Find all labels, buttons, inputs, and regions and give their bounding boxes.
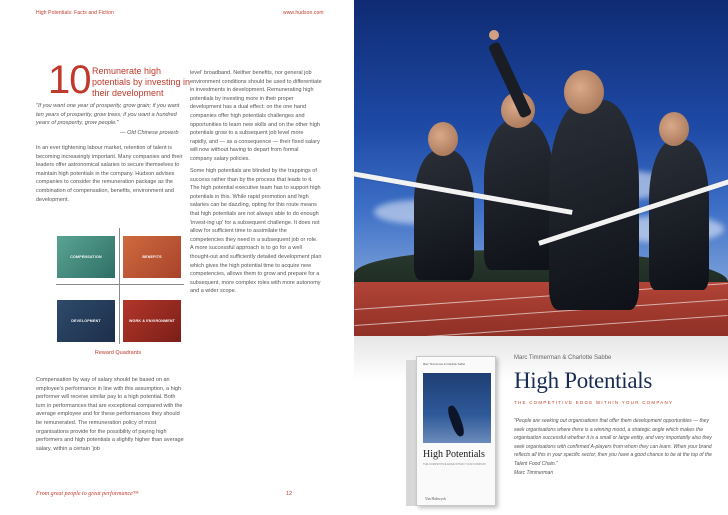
runner-head <box>428 122 458 156</box>
diagram-caption: Reward Quadrants <box>94 350 142 356</box>
runner-figure <box>484 120 554 270</box>
section-number: 10 <box>48 58 91 102</box>
quadrant-compensation: COMPENSATION <box>57 236 115 278</box>
epigraph-quote: "If you want one year of prosperity, grow grain; if you want ten years of prosperity, grow trees; if you want a hundred years of prosperity, grow people." <box>36 103 180 127</box>
page-number: 12 <box>286 491 293 497</box>
book-cover-publisher: Van Halewyck <box>425 497 447 501</box>
epigraph-source: — Old Chinese proverb <box>120 130 179 136</box>
book-title: High Potentials <box>514 368 652 393</box>
right-page <box>354 0 728 515</box>
book-spine <box>406 360 416 506</box>
raised-hand <box>489 30 499 40</box>
runners-photo <box>354 0 728 336</box>
quadrant-work-environment: WORK & ENVIRONMENT <box>123 300 181 342</box>
body-paragraph: In an ever tightening labour market, retention of talent is becoming increasingly important. Many companies and their leaders offer astronomical salaries to secure themselves to maintain high potentials in the company. Hudson advises companies to consider the remuneration package as the combination of compensation, benefits, environment and development. <box>36 145 183 203</box>
quadrant-benefits: BENEFITS <box>123 236 181 278</box>
book-cover-photo <box>423 373 491 443</box>
runner-figure <box>414 150 474 280</box>
horizontal-axis <box>56 284 184 285</box>
book-cover-subtitle: THE COMPETITIVE EDGE WITHIN YOUR COMPANY <box>423 463 487 466</box>
book-blurb: "People are seeking out organisations that offer them development opportunities — they seek organisations where there is a winning mood, a strategic angle which makes the organisation successful whether it is a small or large entity, and very importantly also they seek organisations with confirmed A-players from whom they can learn. When your brand reflects all this in your specific sector, then you have a good chance to be at the top of the Talent Food Chain." <box>514 418 712 467</box>
body-paragraph: level' broadband. Neither benefits, nor general job environment conditions should be used to differentiate in investments in development. Remunerating high potentials by investing more in their proper development has a dual effect: on the one hand companies offer high potentials challenges and opportunities to learn new skills and on the other high potentials grow to a subsequent job level more rapidly, and — as a consequence — their fixed salary will now without having to depart from formal company salary policies. <box>190 70 322 162</box>
reward-quadrants-diagram <box>52 228 184 354</box>
book-authors: Marc Timmerman & Charlotte Sabbe <box>514 355 612 361</box>
body-paragraph: Some high potentials are blinded by the trappings of success rather than by the process that leads to it. The high potential executive team has to support high potentials in this. While rapid promotion and high salaries can be dazzling, opting for this route means that high potentials are not always able to do enough 'invest-ing up' for a subsequent challenge. It does not allow for sufficient time to assimilate the competencies they need in a subsequent job or role. A more successful approach is to go for a well thought-out and sufficiently detailed development plan which gives the high potential time to acquire new competencies, allows them to grow and prepare for a subsequent, more complex roles with more autonomy and a wider scope. <box>190 168 322 295</box>
book-tagline: THE COMPETITIVE EDGE WITHIN YOUR COMPANY <box>514 400 674 405</box>
quadrant-development: DEVELOPMENT <box>57 300 115 342</box>
running-header-left: High Potentials: Facts and Fiction <box>36 10 114 16</box>
runner-figure <box>549 100 639 310</box>
runner-head <box>564 70 604 114</box>
track-lane <box>354 299 727 326</box>
section-title: Remunerate high potentials by investing in their development <box>92 66 191 98</box>
running-track <box>354 282 728 336</box>
runner-head <box>659 112 689 146</box>
left-page <box>0 0 354 515</box>
book-cover <box>416 356 496 506</box>
body-paragraph: Compensation by way of salary should be based on an employee's performance in line with this assumption, a high performer will receive similar pay to a high potential. Both turn in performances that are exceptional compared with the average employee and for these performances they should be remunerated. The remuneration policy of most organisations provide for the possibility of paying high performers and high potentials a slightly higher than average salary, within a certain 'job <box>36 377 184 452</box>
book-cover-title: High Potentials <box>423 449 485 460</box>
running-header-url: www.hudson.com <box>283 10 324 16</box>
book-cover-authors: Marc Timmerman & Charlotte Sabbe <box>423 363 466 366</box>
footer-slogan: From great people to great performance™ <box>36 491 139 497</box>
vertical-axis <box>119 228 120 344</box>
blurb-source: Marc Timmerman <box>514 470 554 476</box>
runner-figure <box>649 140 709 290</box>
diver-figure <box>446 404 466 437</box>
